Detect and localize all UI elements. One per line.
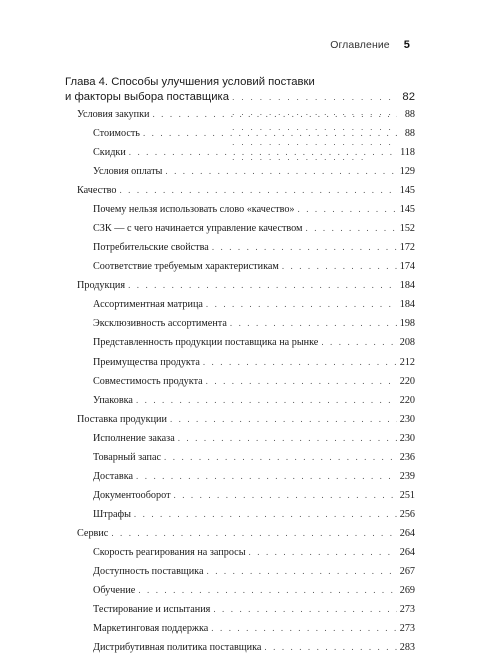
toc-entry-title: СЗК — с чего начинается управление качеством bbox=[93, 223, 303, 235]
toc-subsection-entry[interactable] bbox=[93, 335, 415, 349]
toc-subsection-entry[interactable] bbox=[93, 469, 415, 483]
toc-entry-title: Почему нельзя использовать слово «качество» bbox=[93, 204, 295, 216]
dot-leader bbox=[264, 640, 397, 654]
dot-leader bbox=[136, 469, 397, 483]
dot-leader bbox=[111, 526, 397, 540]
toc-subsection-entry[interactable] bbox=[93, 583, 415, 597]
toc-entry-page: 198 bbox=[399, 318, 415, 330]
toc-entry-page: 273 bbox=[399, 623, 415, 635]
dot-leader bbox=[206, 297, 397, 311]
toc-entry-page: 129 bbox=[399, 166, 415, 178]
toc-entry-title: Преимущества продукта bbox=[93, 356, 200, 368]
chapter-title-line1: Глава 4. Способы улучшения условий поставки bbox=[65, 76, 315, 88]
dot-leader bbox=[249, 545, 397, 559]
toc-subsection-entry[interactable] bbox=[93, 145, 415, 159]
dot-leader bbox=[211, 621, 397, 635]
toc-entry-title: Условия закупки bbox=[77, 109, 150, 120]
toc-entry-title: Ассортиментная матрица bbox=[93, 299, 203, 311]
toc-section-entry[interactable] bbox=[77, 183, 415, 197]
dot-leader bbox=[282, 259, 397, 273]
toc-entry-page: 145 bbox=[399, 185, 415, 197]
toc-entry-title: Потребительские свойства bbox=[93, 242, 209, 254]
dot-leader bbox=[164, 450, 397, 464]
toc-entry-page: 208 bbox=[399, 337, 415, 349]
toc-subsection-entry[interactable] bbox=[93, 374, 415, 388]
toc-subsection-entry[interactable] bbox=[93, 564, 415, 578]
toc-entry-page: 184 bbox=[399, 299, 415, 311]
dot-leader bbox=[206, 374, 397, 388]
toc-entry-title: Документооборот bbox=[93, 489, 171, 501]
toc-entry-title: Упаковка bbox=[93, 394, 133, 406]
toc-entry-title: Соответствие требуемым характеристикам bbox=[93, 261, 279, 273]
toc-subsection-entry[interactable] bbox=[93, 488, 415, 502]
toc-entry-page: 256 bbox=[399, 508, 415, 520]
toc-entry-title: Маркетинговая поддержка bbox=[93, 623, 209, 635]
dot-leader bbox=[165, 164, 397, 178]
toc-entry-title: Скидки bbox=[93, 147, 126, 159]
toc-entry-page: 220 bbox=[399, 375, 415, 387]
dot-leader bbox=[119, 183, 397, 197]
dot-leader bbox=[143, 126, 397, 140]
toc-entry-title: Штрафы bbox=[93, 508, 131, 520]
toc-section-entry[interactable] bbox=[77, 107, 415, 121]
toc-entry-page: 230 bbox=[399, 432, 415, 444]
dot-leader bbox=[178, 431, 397, 445]
toc-entry-page: 264 bbox=[399, 546, 415, 558]
toc-section-entry[interactable] bbox=[77, 526, 415, 540]
dot-leader bbox=[128, 278, 397, 292]
toc-subsection-entry[interactable] bbox=[93, 545, 415, 559]
toc-entry-title: Представленность продукции поставщика на рынке bbox=[93, 337, 319, 349]
dot-leader bbox=[170, 412, 397, 426]
toc-entry-title: Поставка продукции bbox=[77, 413, 167, 425]
toc-entry-page: 273 bbox=[399, 604, 415, 616]
dot-leader bbox=[174, 488, 397, 502]
chapter-page: 82 bbox=[402, 91, 415, 103]
dot-leader bbox=[207, 564, 398, 578]
toc-subsection-entry[interactable] bbox=[93, 297, 415, 311]
toc-entry-title: Качество bbox=[77, 185, 117, 197]
dot-leader bbox=[298, 202, 397, 216]
toc-entry-title: Продукция bbox=[77, 280, 126, 292]
toc-subsection-entry[interactable] bbox=[93, 621, 415, 635]
toc-entry-title: Доставка bbox=[93, 470, 134, 482]
toc-entry-title: Условия оплаты bbox=[93, 166, 163, 178]
toc-subsection-entry[interactable] bbox=[93, 393, 415, 407]
toc-entry-title: Тестирование и испытания bbox=[93, 604, 211, 616]
toc-subsection-entry[interactable] bbox=[93, 221, 415, 235]
toc-entry-page: 88 bbox=[404, 128, 415, 140]
toc-entry-title: Сервис bbox=[77, 527, 109, 539]
dot-leader bbox=[138, 583, 397, 597]
toc-entry-title: Обучение bbox=[93, 585, 136, 596]
toc-subsection-entry[interactable] bbox=[93, 450, 415, 464]
dot-leader bbox=[230, 316, 397, 330]
toc-entry-title: Совместимость продукта bbox=[93, 375, 203, 387]
toc-entry-title: Товарный запас bbox=[93, 451, 162, 463]
toc-entry-page: 184 bbox=[399, 280, 415, 292]
toc-entry-page: 236 bbox=[399, 451, 415, 463]
toc-subsection-entry[interactable] bbox=[93, 316, 415, 330]
dot-leader bbox=[152, 107, 397, 121]
toc-entry-page: 267 bbox=[399, 565, 415, 577]
dot-leader bbox=[213, 602, 397, 616]
toc-entry-page: 145 bbox=[399, 204, 415, 216]
toc-subsection-entry[interactable] bbox=[93, 507, 415, 521]
toc-entry-page: 212 bbox=[399, 356, 415, 368]
toc-subsection-entry[interactable] bbox=[93, 431, 415, 445]
toc-subsection-entry[interactable] bbox=[93, 202, 415, 216]
toc-entry-page: 251 bbox=[399, 489, 415, 501]
dot-leader bbox=[306, 221, 397, 235]
dot-leader bbox=[203, 355, 397, 369]
toc-subsection-entry[interactable] bbox=[93, 126, 415, 140]
dot-leader bbox=[212, 240, 397, 254]
toc-entry-page: 220 bbox=[399, 394, 415, 406]
toc-entry-page: 283 bbox=[399, 642, 415, 654]
chapter-title-line2: и факторы выбора поставщика bbox=[65, 91, 230, 103]
dot-leader bbox=[134, 507, 397, 521]
toc-entry-page: 88 bbox=[404, 109, 415, 120]
toc-section-entry[interactable] bbox=[77, 412, 415, 426]
toc-entry-page: 174 bbox=[399, 261, 415, 273]
running-header bbox=[330, 39, 410, 51]
toc-entry-page: 118 bbox=[400, 147, 415, 159]
toc-subsection-entry[interactable] bbox=[93, 602, 415, 616]
toc-section-entry[interactable] bbox=[77, 278, 415, 292]
toc-entry-title: Доступность поставщика bbox=[93, 565, 204, 577]
dot-leader bbox=[321, 335, 397, 349]
toc-entry-page: 269 bbox=[399, 585, 415, 596]
toc-entry-title: Стоимость bbox=[93, 128, 140, 140]
toc-subsection-entry[interactable] bbox=[93, 240, 415, 254]
toc-entry-page: 172 bbox=[399, 242, 415, 254]
toc-entry-page: 230 bbox=[399, 413, 415, 425]
dot-leader bbox=[129, 145, 397, 159]
section-title: Оглавление bbox=[330, 39, 390, 51]
toc-entry-page: 152 bbox=[399, 223, 415, 235]
toc-entry-title: Исполнение заказа bbox=[93, 432, 175, 444]
toc-entry-page: 264 bbox=[399, 527, 415, 539]
toc-subsection-entry[interactable] bbox=[93, 164, 415, 178]
toc-entry-title: Скорость реагирования на запросы bbox=[93, 546, 246, 558]
page-number: 5 bbox=[403, 39, 410, 51]
toc-entry-page: 239 bbox=[399, 470, 415, 482]
toc-subsection-entry[interactable] bbox=[93, 259, 415, 273]
dot-leader bbox=[136, 393, 397, 407]
toc-subsection-entry[interactable] bbox=[93, 355, 415, 369]
toc-entry-title: Дистрибутивная политика поставщика bbox=[93, 642, 262, 654]
toc-entry-title: Эксклюзивность ассортимента bbox=[93, 318, 227, 330]
toc-subsection-entry[interactable] bbox=[93, 640, 415, 654]
